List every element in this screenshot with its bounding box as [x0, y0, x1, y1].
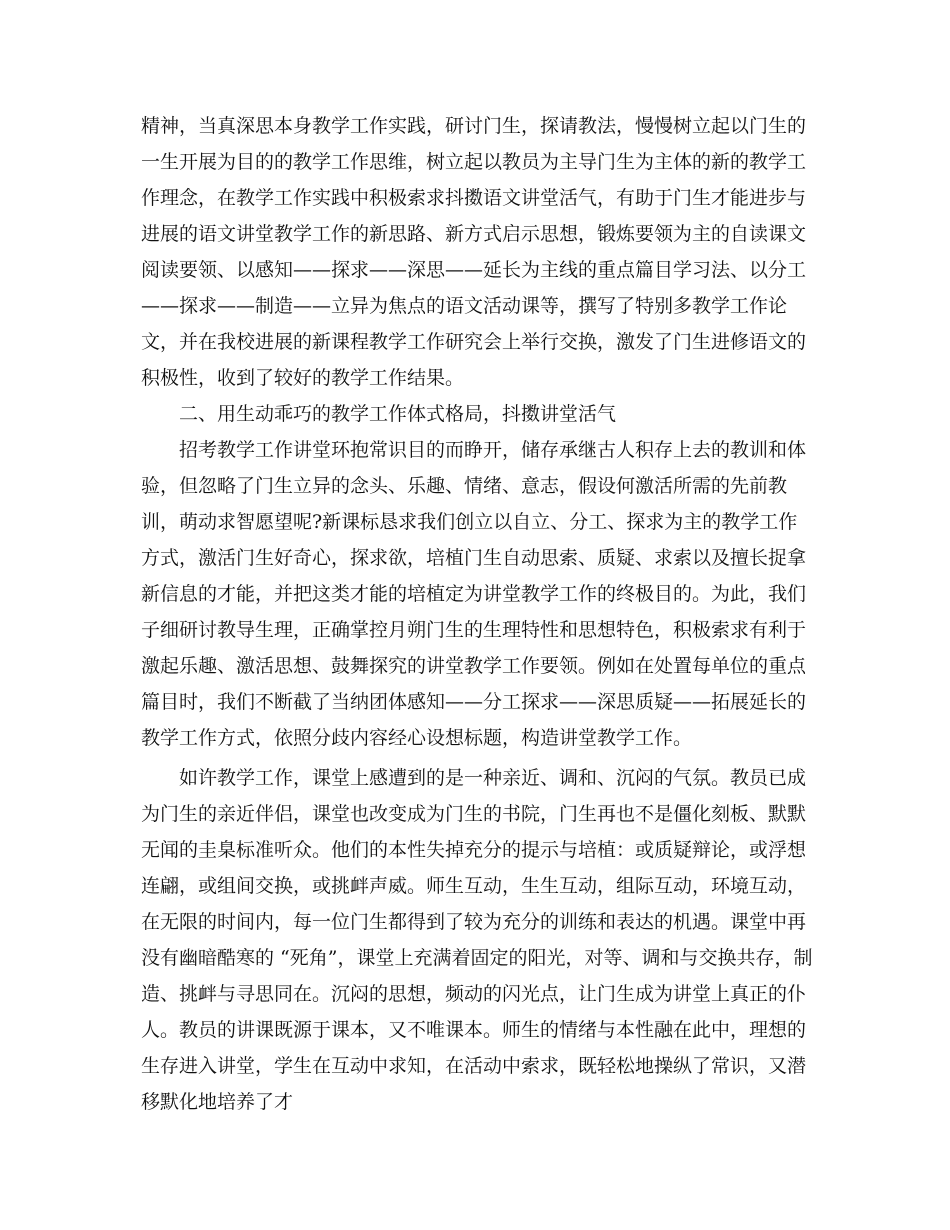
paragraph: 招考教学工作讲堂环抱常识目的而睁开，储存承继古人积存上去的教训和体验，但忽略了门生立异的念头、乐趣、情绪、意志，假设何激活所需的先前教训，萌动求智愿望呢?新课标恳求我们创立以自立、分工、探求为主的教学工作方式，激活门生好奇心，探求欲，培植门生自动思索、质疑、求索以及擅长捉拿新信息的才能，并把这类才能的培植定为讲堂教学工作的终极目的。为此，我们子细研讨教导生理，正确掌控月朔门生的生理特性和思想特色，积极索求有利于激起乐趣、激活思想、鼓舞探究的讲堂教学工作要领。例如在处置每单位的重点篇目时，我们不断截了当纳团体感知——分工探求——深思质疑——拓展延长的教学工作方式，依照分歧内容经心设想标题，构造讲堂教学工作。 — [141, 439, 807, 749]
paragraph: 如许教学工作，课堂上感遭到的是一种亲近、调和、沉闷的气氛。教员已成为门生的亲近伴侣，课堂也改变成为门生的书院，门生再也不是僵化刻板、默默无闻的圭臬标准听众。他们的本性失掉充分的提示与培植：或质疑辩论，或浮想连翩，或组间交换，或挑衅声威。师生互动，生生互动，组际互动，环境互动，在无限的时间内，每一位门生都得到了较为充分的训练和表达的机遇。课堂中再没有幽暗酷寒的 “死角”，课堂上充满着固定的阳光，对等、调和与交换共存，制造、挑衅与寻思同在。沉闷的思想，频动的闪光点，让门生成为讲堂上真正的仆人。教员的讲课既源于课本，又不唯课本。师生的情绪与本性融在此中，理想的生存进入讲堂，学生在互动中求知，在活动中索求，既轻松地操纵了常识，又潜移默化地培养了才 — [141, 767, 813, 1113]
section-heading: 二、用生动乖巧的教学工作体式格局，抖擞讲堂活气 — [179, 403, 617, 425]
document-body — [141, 108, 815, 1120]
paragraph-continuation: 精神，当真深思本身教学工作实践，研讨门生，探请教法，慢慢树立起以门生的一生开展为目的的教学工作思维，树立起以教员为主导门生为主体的新的教学工作理念，在教学工作实践中积极索求抖擞语文讲堂活气，有助于门生才能进步与进展的语文讲堂教学工作的新思路、新方式启示思想，锻炼要领为主的自读课文阅读要领、以感知——探求——深思——延长为主线的重点篇目学习法、以分工——探求——制造——立异为焦点的语文活动课等，撰写了特别多教学工作论文，并在我校进展的新课程教学工作研究会上举行交换，激发了门生进修语文的积极性，收到了较好的教学工作结果。 — [141, 115, 807, 389]
